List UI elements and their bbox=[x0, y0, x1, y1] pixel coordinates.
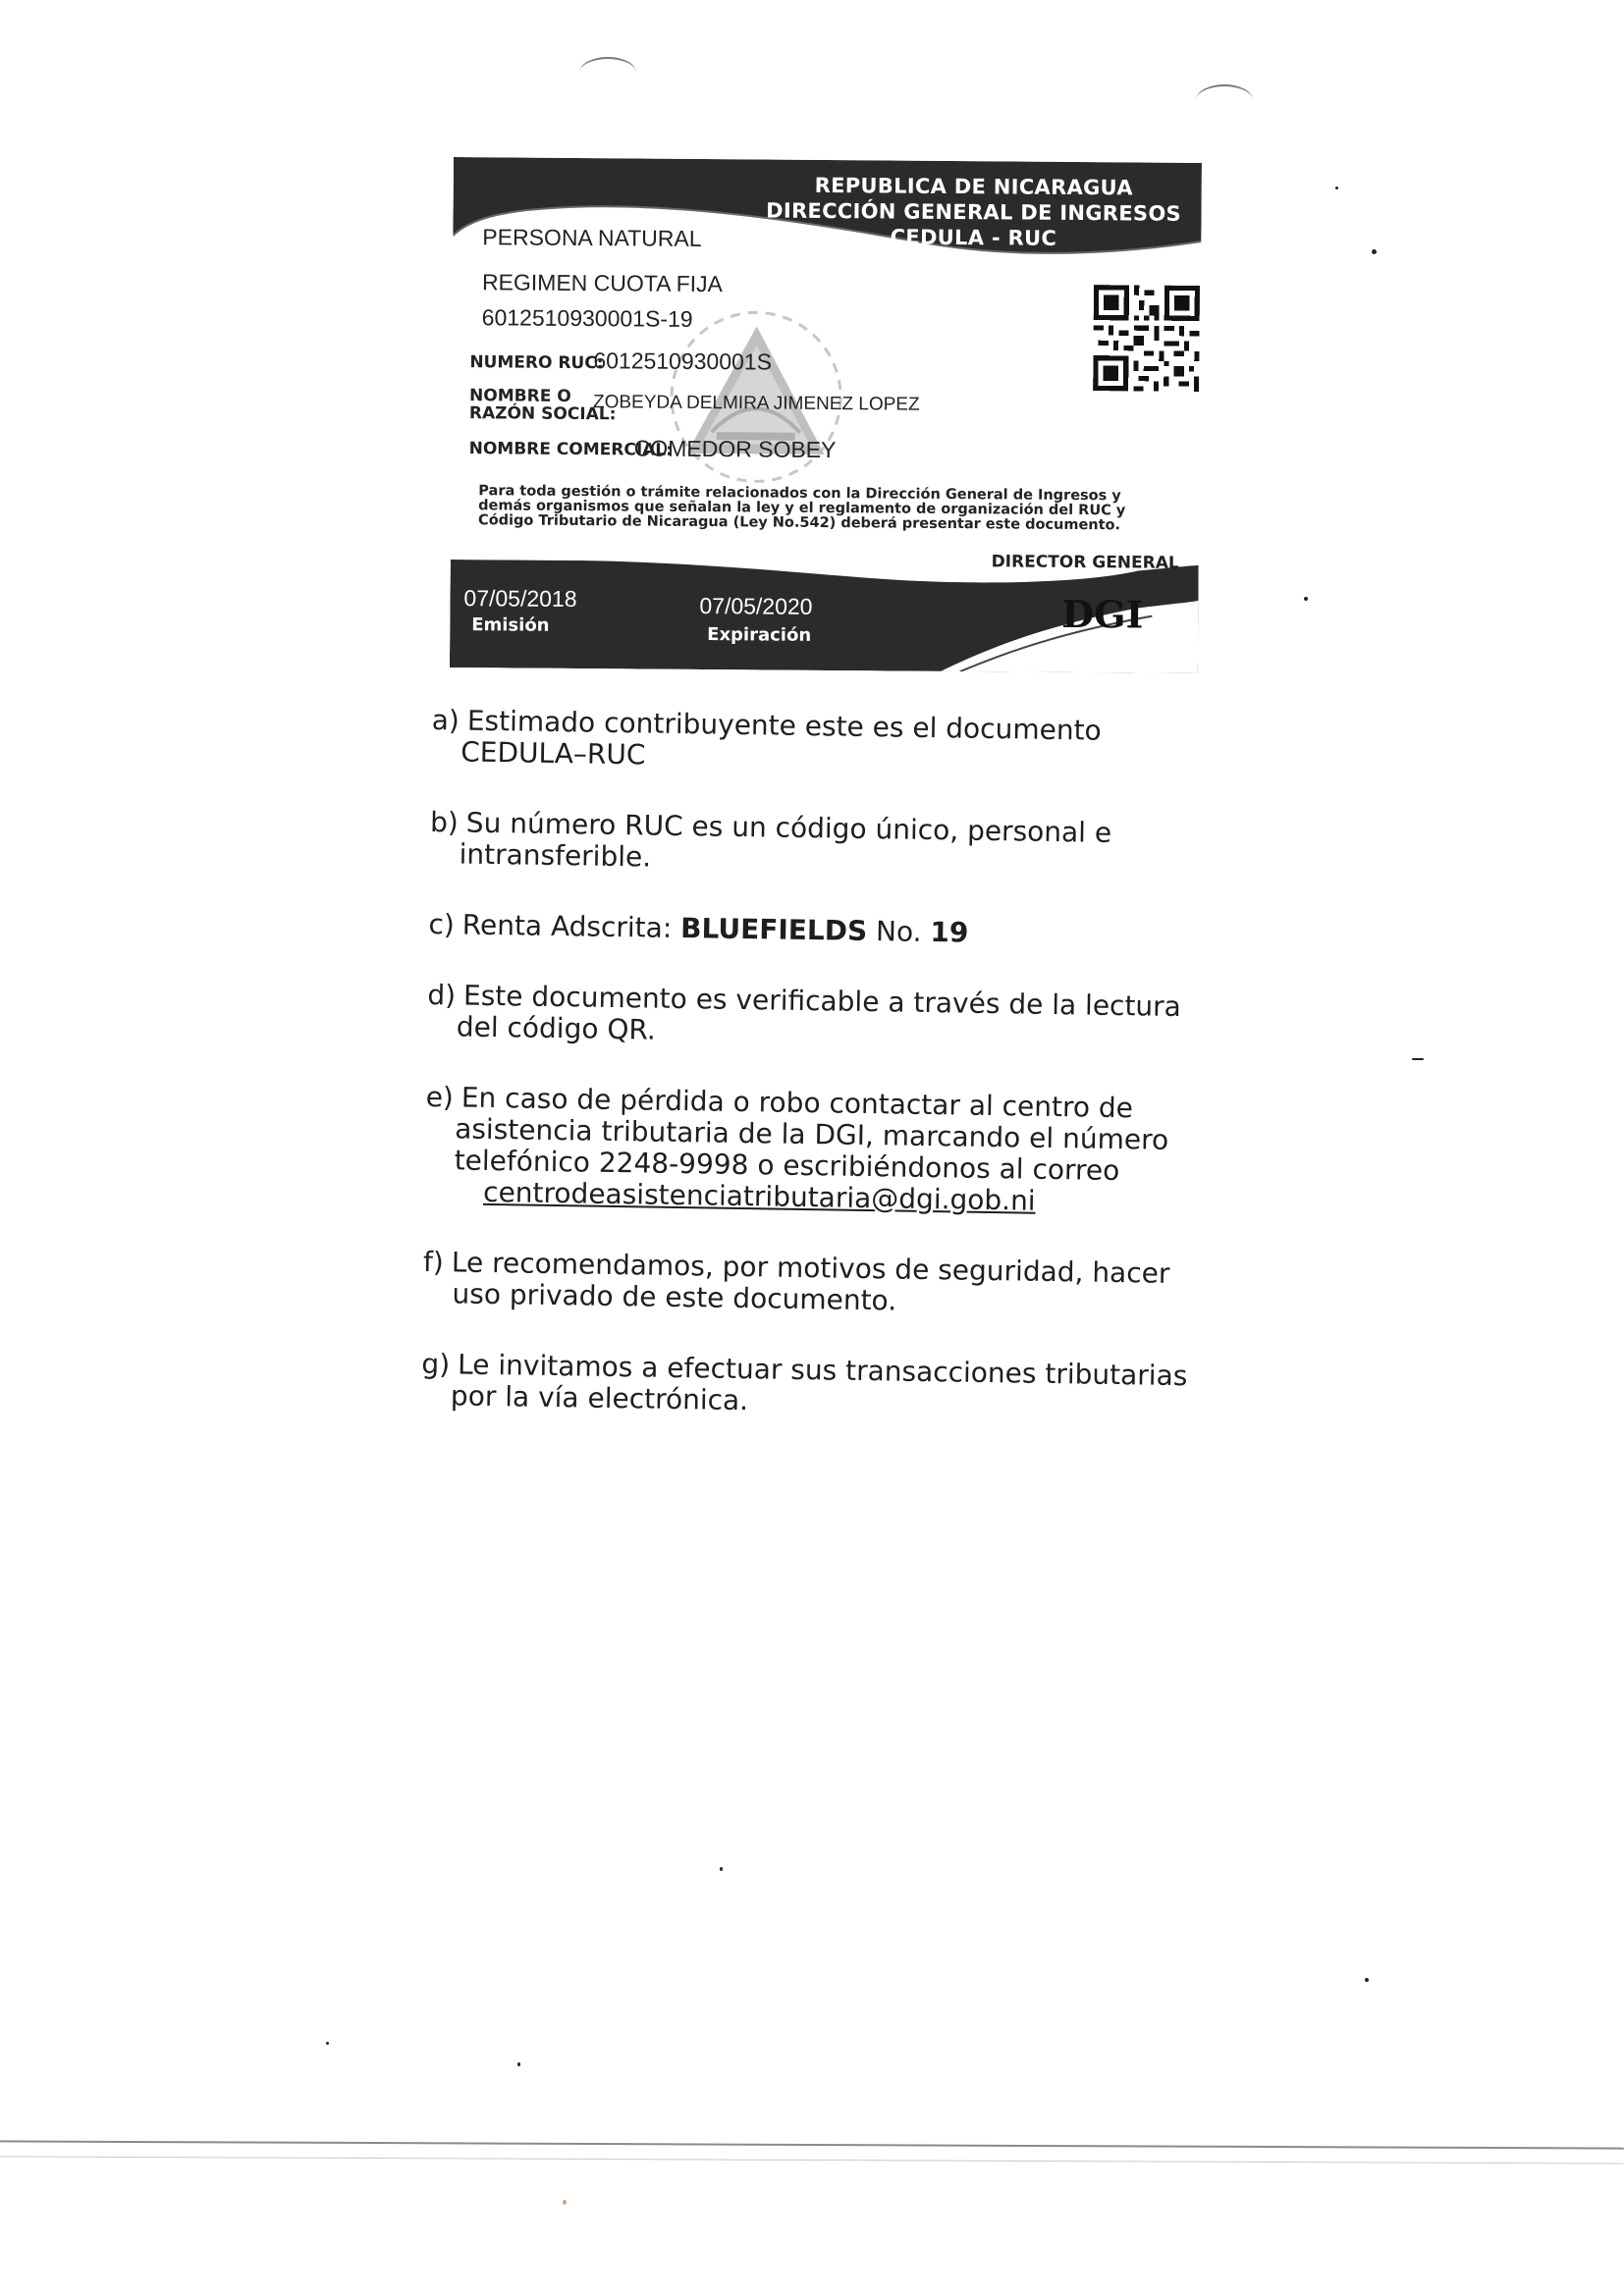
punch-hole-mark bbox=[1196, 84, 1253, 116]
taxpayer-name: ZOBEYDA DELMIRA JIMENEZ LOPEZ bbox=[592, 392, 920, 415]
scan-speck bbox=[1412, 1058, 1424, 1060]
note-text: En caso de pérdida o robo contactar al centro de asistencia tributaria de la DGI, marcando el número telefónico 2248-9998 o escribiéndonos al correo bbox=[454, 1081, 1169, 1188]
note-text: Le recomendamos, por motivos de seguridad, hacer uso privado de este documento. bbox=[451, 1246, 1170, 1317]
ruc-number-label: NUMERO RUC: bbox=[469, 352, 604, 374]
note-text: Este documento es verificable a través de la lectura del código QR. bbox=[456, 979, 1182, 1046]
header-document-type: CEDULA - RUC bbox=[890, 225, 1057, 250]
scan-edge-line bbox=[0, 2140, 1624, 2149]
note-g bbox=[421, 1349, 1208, 1424]
note-marker: g) bbox=[421, 1347, 451, 1381]
commercial-name-label: NOMBRE COMERCIAL: bbox=[468, 439, 674, 460]
scan-speck bbox=[1365, 1978, 1369, 1982]
dgi-signature-mark: DGI bbox=[1060, 591, 1144, 637]
ruc-number-value: 6012510930001S bbox=[593, 347, 773, 375]
ruc-full-code: 6012510930001S-19 bbox=[481, 304, 693, 332]
scan-speck bbox=[1372, 249, 1377, 254]
scan-speck bbox=[1335, 187, 1338, 189]
scan-speck bbox=[720, 1867, 723, 1871]
expiry-date-label: Expiración bbox=[707, 624, 812, 646]
note-b bbox=[429, 807, 1216, 882]
tax-regime: REGIMEN CUOTA FIJA bbox=[481, 269, 724, 297]
director-label: DIRECTOR GENERAL bbox=[991, 552, 1179, 573]
tax-office-no-label: No. bbox=[875, 915, 922, 948]
punch-hole-mark bbox=[579, 57, 636, 88]
name-label-line1: NOMBRE O bbox=[469, 386, 571, 406]
tax-office-name: BLUEFIELDS bbox=[679, 912, 868, 947]
note-marker: f) bbox=[422, 1245, 445, 1279]
person-type: PERSONA NATURAL bbox=[482, 224, 702, 251]
tax-office-number: 19 bbox=[930, 916, 969, 949]
name-label-line2: RAZÓN SOCIAL: bbox=[468, 403, 617, 425]
scan-edge-line bbox=[0, 2156, 1624, 2163]
header-country: REPUBLICA DE NICARAGUA bbox=[814, 173, 1133, 200]
scan-speck bbox=[563, 2200, 567, 2205]
scan-speck bbox=[326, 2042, 329, 2045]
note-text: Le invitamos a efectuar sus transacciones tributarias por la vía electrónica. bbox=[450, 1348, 1188, 1417]
note-marker: b) bbox=[429, 805, 460, 839]
commercial-name-value: COMEDOR SOBEY bbox=[633, 435, 837, 463]
qr-code bbox=[1093, 285, 1200, 392]
note-text: Su número RUC es un código único, personal e intransferible. bbox=[459, 806, 1112, 874]
cedula-ruc-card bbox=[450, 157, 1202, 673]
note-d bbox=[427, 980, 1214, 1055]
note-prefix: Renta Adscrita: bbox=[461, 908, 673, 944]
issue-date-label: Emisión bbox=[471, 614, 550, 636]
scan-speck bbox=[1304, 597, 1308, 601]
note-marker: d) bbox=[427, 978, 457, 1012]
issue-date: 07/05/2018 bbox=[463, 585, 577, 612]
legal-notice: Para toda gestión o trámite relacionados con la Dirección General de Ingresos y demás organismos que señalan la ley y el reglamento de organización del RUC y Código Tributario de Nicaragua (Ley No.542) deberá presentar este documento. bbox=[478, 483, 1126, 534]
note-c bbox=[428, 909, 1214, 953]
note-a bbox=[431, 705, 1218, 780]
note-text: Estimado contribuyente este es el documento CEDULA–RUC bbox=[460, 704, 1102, 772]
note-marker: c) bbox=[428, 907, 456, 941]
scan-speck bbox=[517, 2062, 520, 2066]
header-agency: DIRECCIÓN GENERAL DE INGRESOS bbox=[766, 198, 1182, 226]
note-marker: a) bbox=[431, 704, 460, 737]
notes-list bbox=[420, 705, 1218, 1463]
note-marker: e) bbox=[425, 1080, 455, 1114]
note-e bbox=[424, 1082, 1212, 1220]
expiry-date: 07/05/2020 bbox=[699, 592, 813, 619]
support-email[interactable]: centrodeasistenciatributaria@dgi.gob.ni bbox=[482, 1175, 1036, 1217]
note-f bbox=[422, 1247, 1209, 1322]
